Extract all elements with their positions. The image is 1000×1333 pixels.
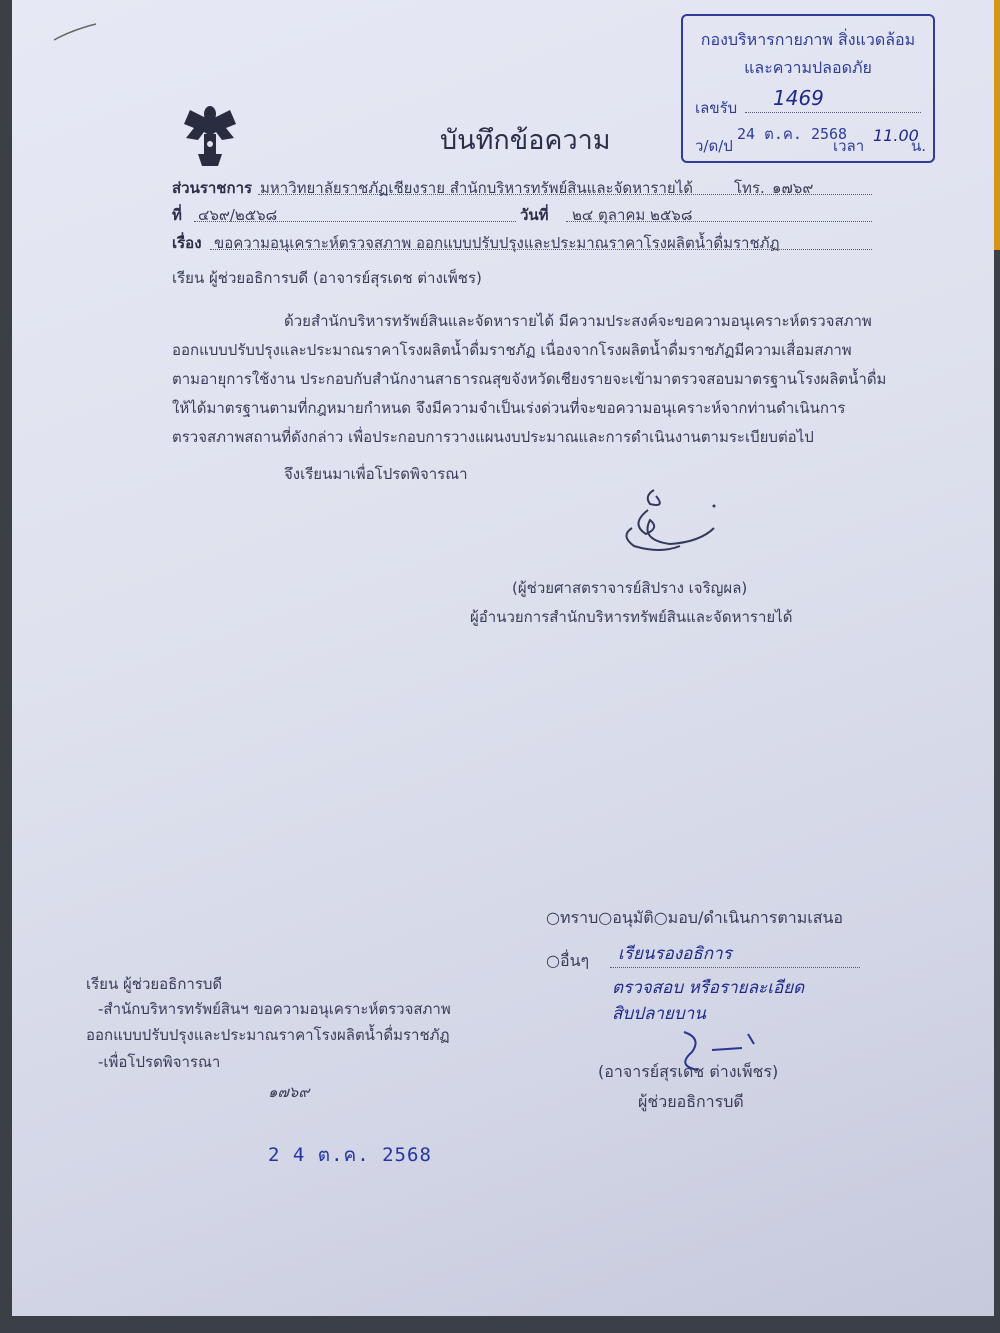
- agency-label: ส่วนราชการ: [172, 179, 253, 197]
- body-line-5: ตรวจสภาพสถานที่ดังกล่าว เพื่อประกอบการวางแผนงบประมาณและการดำเนินงานตามระเบียบต่อไป: [172, 428, 814, 446]
- stamp-time-value: 11.00: [873, 126, 919, 145]
- subject-label: เรื่อง: [172, 234, 202, 252]
- date-label: วันที่: [520, 206, 549, 224]
- stamp-date-label: ว/ด/ป: [695, 137, 733, 155]
- phone-value: ๑๗๖๙: [772, 179, 814, 197]
- signer-position: ผู้อำนวยการสำนักบริหารทรัพย์สินและจัดหารายได้: [470, 608, 793, 626]
- salutation: เรียน ผู้ช่วยอธิการบดี (อาจารย์สุรเดช ต่างเพ็ชร): [172, 269, 482, 287]
- ref-label: ที่: [172, 206, 182, 224]
- subject-dotline: [210, 249, 872, 250]
- stamp-date-value: 24 ต.ค. 2568: [737, 125, 848, 143]
- forward-line-4: -เพื่อโปรดพิจารณา: [98, 1053, 221, 1071]
- approval-hand-line-1: เรียนรองอธิการ: [618, 944, 732, 964]
- ref-dotline: [194, 221, 516, 222]
- forward-date-stamp: 2 4 ต.ค. 2568: [268, 1144, 432, 1166]
- memo-document: [12, 0, 994, 1316]
- garuda-emblem-icon: [180, 100, 240, 170]
- agency-value: มหาวิทยาลัยราชภัฏเชียงราย สำนักบริหารทรัพย์สินและจัดหารายได้: [260, 179, 693, 197]
- phone-label: โทร.: [734, 179, 765, 197]
- signature-director: [610, 484, 730, 564]
- approval-other-label: ○อื่นๆ: [546, 951, 590, 970]
- forward-line-3: ออกแบบปรับปรุงและประมาณราคาโรงผลิตน้ำดื่มราชภัฏ: [86, 1026, 450, 1044]
- stamp-receipt-number: 1469: [773, 86, 824, 110]
- stamp-line-1: กองบริหารกายภาพ สิ่งแวดล้อม: [700, 30, 916, 49]
- stamp-receipt-label: เลขรับ: [695, 99, 738, 117]
- signer-name: (ผู้ช่วยศาสตราจารย์สิปราง เจริญผล): [512, 579, 748, 597]
- approval-dotline: [610, 967, 860, 968]
- stamp-line-2: และความปลอดภัย: [744, 58, 872, 77]
- approval-options: ○ทราบ○อนุมัติ○มอบ/ดำเนินการตามเสนอ: [546, 908, 844, 927]
- body-line-3: ตามอายุการใช้งาน ประกอบกับสำนักงานสาธารณสุขจังหวัดเชียงรายจะเข้ามาตรวจสอบมาตรฐานโรงผลิตน้ำดื่ม: [172, 370, 887, 388]
- approval-position: ผู้ช่วยอธิการบดี: [638, 1092, 744, 1111]
- forward-initials: ๑๗๖๙: [268, 1083, 310, 1101]
- approval-name: (อาจารย์สุรเดช ต่างเพ็ชร): [598, 1062, 779, 1081]
- body-line-1: ด้วยสำนักบริหารทรัพย์สินและจัดหารายได้ มีความประสงค์จะขอความอนุเคราะห์ตรวจสภาพ: [284, 312, 872, 330]
- date-dotline: [566, 221, 872, 222]
- ref-value: ๔๖๙/๒๕๖๘: [198, 206, 278, 224]
- closing-line: จึงเรียนมาเพื่อโปรดพิจารณา: [284, 465, 468, 483]
- pencil-mark: [52, 18, 102, 48]
- approval-hand-line-3: สิบปลายบาน: [612, 1004, 706, 1024]
- forward-line-2: -สำนักบริหารทรัพย์สินฯ ขอความอนุเคราะห์ตรวจสภาพ: [98, 1000, 451, 1018]
- approval-hand-line-2: ตรวจสอบ หรือรายละเอียด: [612, 978, 805, 998]
- body-line-4: ให้ได้มาตรฐานตามที่กฎหมายกำหนด จึงมีความจำเป็นเร่งด่วนที่จะขอความอนุเคราะห์จากท่านดำเนินการ: [172, 399, 846, 417]
- stamp-time-suffix: น.: [911, 137, 927, 155]
- stamp-time-label: เวลา: [833, 137, 865, 155]
- forward-line-1: เรียน ผู้ช่วยอธิการบดี: [86, 975, 223, 993]
- subject-value: ขอความอนุเคราะห์ตรวจสภาพ ออกแบบปรับปรุงและประมาณราคาโรงผลิตน้ำดื่มราชภัฏ: [214, 234, 780, 252]
- date-value: ๒๔ ตุลาคม ๒๕๖๘: [572, 206, 693, 224]
- stamp-receipt-line: [745, 112, 921, 113]
- body-line-2: ออกแบบปรับปรุงและประมาณราคาโรงผลิตน้ำดื่มราชภัฏ เนื่องจากโรงผลิตน้ำดื่มราชภัฏมีความเสื่อมสภาพ: [172, 341, 852, 359]
- receipt-stamp: [681, 14, 935, 163]
- memo-title: บันทึกข้อความ: [440, 125, 611, 156]
